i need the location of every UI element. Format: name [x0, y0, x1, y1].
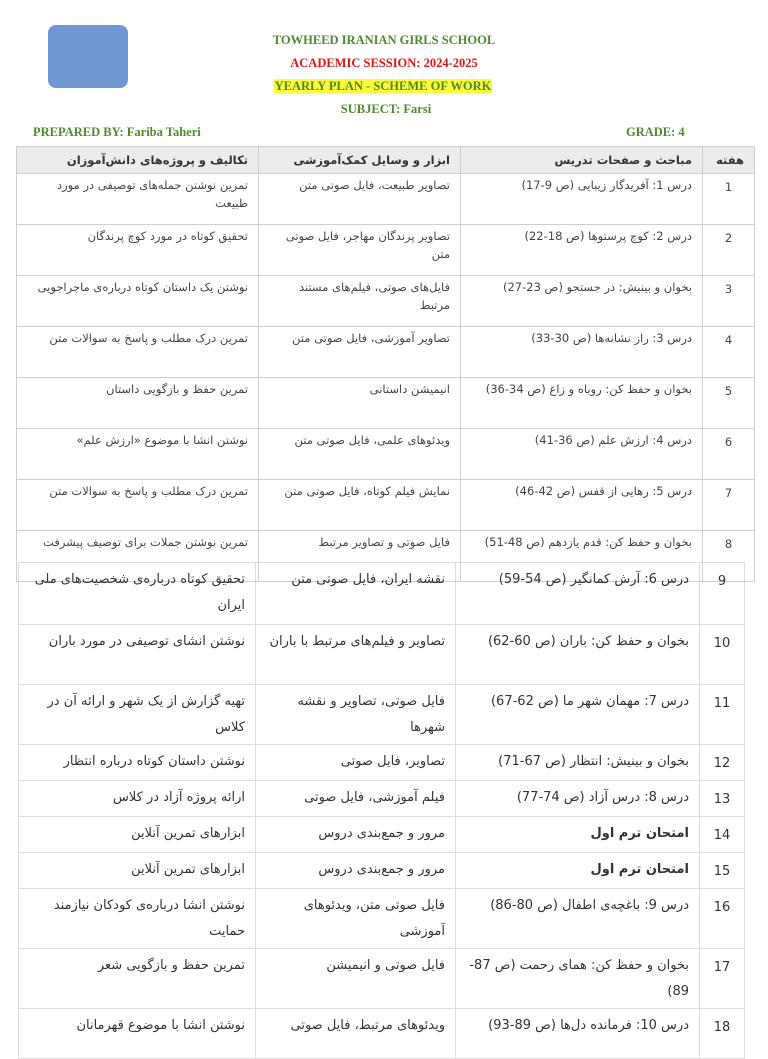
tools-cell: انیمیشن داستانی — [259, 378, 461, 429]
table-row — [17, 378, 755, 429]
assignment-cell: نوشتن انشا درباره‌ی کودکان نیازمند حمایت — [19, 889, 256, 949]
week-cell: 10 — [700, 625, 745, 685]
table-row — [19, 745, 745, 781]
week-cell: 1 — [703, 174, 755, 225]
table-header-row — [17, 147, 755, 174]
tools-cell: فایل صوتی متن، ویدئوهای آموزشی — [256, 889, 456, 949]
tools-cell: فایل صوتی و انیمیشن — [256, 949, 456, 1009]
tools-cell: مرور و جمع‌بندی دروس — [256, 817, 456, 853]
assignment-cell: ابزارهای تمرین آنلاین — [19, 817, 256, 853]
tools-cell: ویدئوهای مرتبط، فایل صوتی — [256, 1009, 456, 1059]
col-header-topics: مباحث و صفحات تدریس — [461, 147, 703, 174]
assignment-cell: تمرین درک مطلب و پاسخ به سوالات متن — [17, 480, 259, 531]
academic-session: ACADEMIC SESSION: 2024-2025 — [290, 56, 478, 70]
week-cell: 16 — [700, 889, 745, 949]
topic-cell: درس 5: رهایی از قفس (ص 42-46) — [461, 480, 703, 531]
col-header-assignments: تکالیف و پروژه‌های دانش‌آموزان — [17, 147, 259, 174]
tools-cell: نقشه ایران، فایل صوتی متن — [256, 563, 456, 625]
assignment-cell: تمرین حفظ و بازگویی داستان — [17, 378, 259, 429]
tools-cell: تصاویر و فیلم‌های مرتبط با باران — [256, 625, 456, 685]
week-cell: 3 — [703, 276, 755, 327]
topic-cell: بخوان و بینیش: در جستجو (ص 23-27) — [461, 276, 703, 327]
week-cell: 15 — [700, 853, 745, 889]
week-cell: 17 — [700, 949, 745, 1009]
week-cell: 8 — [703, 531, 755, 582]
week-cell: 14 — [700, 817, 745, 853]
week-cell: 2 — [703, 225, 755, 276]
plan-title-text: YEARLY PLAN - SCHEME OF WORK — [274, 79, 492, 93]
assignment-cell: نوشتن انشا با موضوع «ارزش علم» — [17, 429, 259, 480]
assignment-cell: ارائه پروژه آزاد در کلاس — [19, 781, 256, 817]
table-row — [17, 276, 755, 327]
tools-cell: تصاویر پرندگان مهاجر، فایل صوتی متن — [259, 225, 461, 276]
tools-cell: نمایش فیلم کوتاه، فایل صوتی متن — [259, 480, 461, 531]
table-row — [19, 853, 745, 889]
assignment-cell: نوشتن انشای توصیفی در مورد باران — [19, 625, 256, 685]
col-header-tools: ابزار و وسایل کمک‌آموزشی — [259, 147, 461, 174]
grade: GRADE: 4 — [626, 125, 685, 139]
tools-cell: فایل صوتی و تصاویر مرتبط — [259, 531, 461, 582]
topic-cell: بخوان و حفظ کن: روباه و زاغ (ص 34-36) — [461, 378, 703, 429]
scheme-table-continued — [18, 562, 745, 1059]
table-row — [19, 625, 745, 685]
assignment-cell: تمرین درک مطلب و پاسخ به سوالات متن — [17, 327, 259, 378]
topic-cell: درس 8: درس آزاد (ص 74-77) — [456, 781, 700, 817]
topic-cell: درس 9: باغچه‌ی اطفال (ص 80-86) — [456, 889, 700, 949]
tools-cell: تصاویر طبیعت، فایل صوتی متن — [259, 174, 461, 225]
week-cell: 5 — [703, 378, 755, 429]
table-row — [19, 563, 745, 625]
tools-cell: مرور و جمع‌بندی دروس — [256, 853, 456, 889]
table-row — [17, 480, 755, 531]
week-cell: 6 — [703, 429, 755, 480]
tools-cell: فیلم آموزشی، فایل صوتی — [256, 781, 456, 817]
assignment-cell: تمرین نوشتن جملات برای توصیف پیشرفت — [17, 531, 259, 582]
topic-cell: بخوان و بینیش: انتظار (ص 67-71) — [456, 745, 700, 781]
week-cell: 12 — [700, 745, 745, 781]
topic-cell: امتحان ترم اول — [456, 817, 700, 853]
tools-cell: ویدئوهای علمی، فایل صوتی متن — [259, 429, 461, 480]
week-cell: 13 — [700, 781, 745, 817]
tools-cell: تصاویر، فایل صوتی — [256, 745, 456, 781]
tools-cell: فایل صوتی، تصاویر و نقشه شهرها — [256, 685, 456, 745]
topic-cell: درس 7: مهمان شهر ما (ص 62-67) — [456, 685, 700, 745]
week-cell: 11 — [700, 685, 745, 745]
topic-cell: درس 1: آفریدگار زیبایی (ص 9-17) — [461, 174, 703, 225]
scheme-table — [16, 146, 755, 582]
week-cell: 7 — [703, 480, 755, 531]
table-row — [19, 685, 745, 745]
tools-cell: فایل‌های صوتی، فیلم‌های مستند مرتبط — [259, 276, 461, 327]
assignment-cell: نوشتن یک داستان کوتاه درباره‌ی ماجراجویی — [17, 276, 259, 327]
assignment-cell: تحقیق کوتاه درباره‌ی شخصیت‌های ملی ایران — [19, 563, 256, 625]
assignment-cell: تمرین حفظ و بازگویی شعر — [19, 949, 256, 1009]
table-row — [17, 174, 755, 225]
topic-cell: درس 10: فرمانده دل‌ها (ص 89-93) — [456, 1009, 700, 1059]
plan-title — [0, 79, 767, 94]
table-row — [17, 327, 755, 378]
topic-cell: درس 6: آرش کمانگیر (ص 54-59) — [456, 563, 700, 625]
table-body-continued — [19, 563, 745, 1059]
table-row — [17, 225, 755, 276]
topic-cell: بخوان و حفظ کن: قدم یازدهم (ص 48-51) — [461, 531, 703, 582]
table-row — [17, 429, 755, 480]
week-cell: 9 — [700, 563, 745, 625]
table-row — [19, 817, 745, 853]
assignment-cell: نوشتن داستان کوتاه درباره انتظار — [19, 745, 256, 781]
col-header-week: هفته — [703, 147, 755, 174]
table-body — [17, 174, 755, 582]
subject: SUBJECT: Farsi — [340, 102, 432, 116]
topic-cell: درس 3: راز نشانه‌ها (ص 30-33) — [461, 327, 703, 378]
prepared-by: PREPARED BY: Fariba Taheri — [33, 125, 201, 139]
topic-cell: بخوان و حفظ کن: همای رحمت (ص 87-89) — [456, 949, 700, 1009]
assignment-cell: نوشتن انشا با موضوع قهرمانان — [19, 1009, 256, 1059]
table-row — [19, 1009, 745, 1059]
assignment-cell: ابزارهای تمرین آنلاین — [19, 853, 256, 889]
assignment-cell: تحقیق کوتاه در مورد کوچ پرندگان — [17, 225, 259, 276]
assignment-cell: تمرین نوشتن جمله‌های توصیفی در مورد طبیعت — [17, 174, 259, 225]
topic-cell: امتحان ترم اول — [456, 853, 700, 889]
assignment-cell: تهیه گزارش از یک شهر و ارائه آن در کلاس — [19, 685, 256, 745]
week-cell: 18 — [700, 1009, 745, 1059]
topic-cell: بخوان و حفظ کن: باران (ص 60-62) — [456, 625, 700, 685]
topic-cell: درس 2: کوچ پرستوها (ص 18-22) — [461, 225, 703, 276]
school-name: TOWHEED IRANIAN GIRLS SCHOOL — [272, 33, 496, 47]
week-cell: 4 — [703, 327, 755, 378]
table-row — [19, 889, 745, 949]
table-row — [19, 781, 745, 817]
topic-cell: درس 4: ارزش علم (ص 36-41) — [461, 429, 703, 480]
tools-cell: تصاویر آموزشی، فایل صوتی متن — [259, 327, 461, 378]
table-row — [19, 949, 745, 1009]
